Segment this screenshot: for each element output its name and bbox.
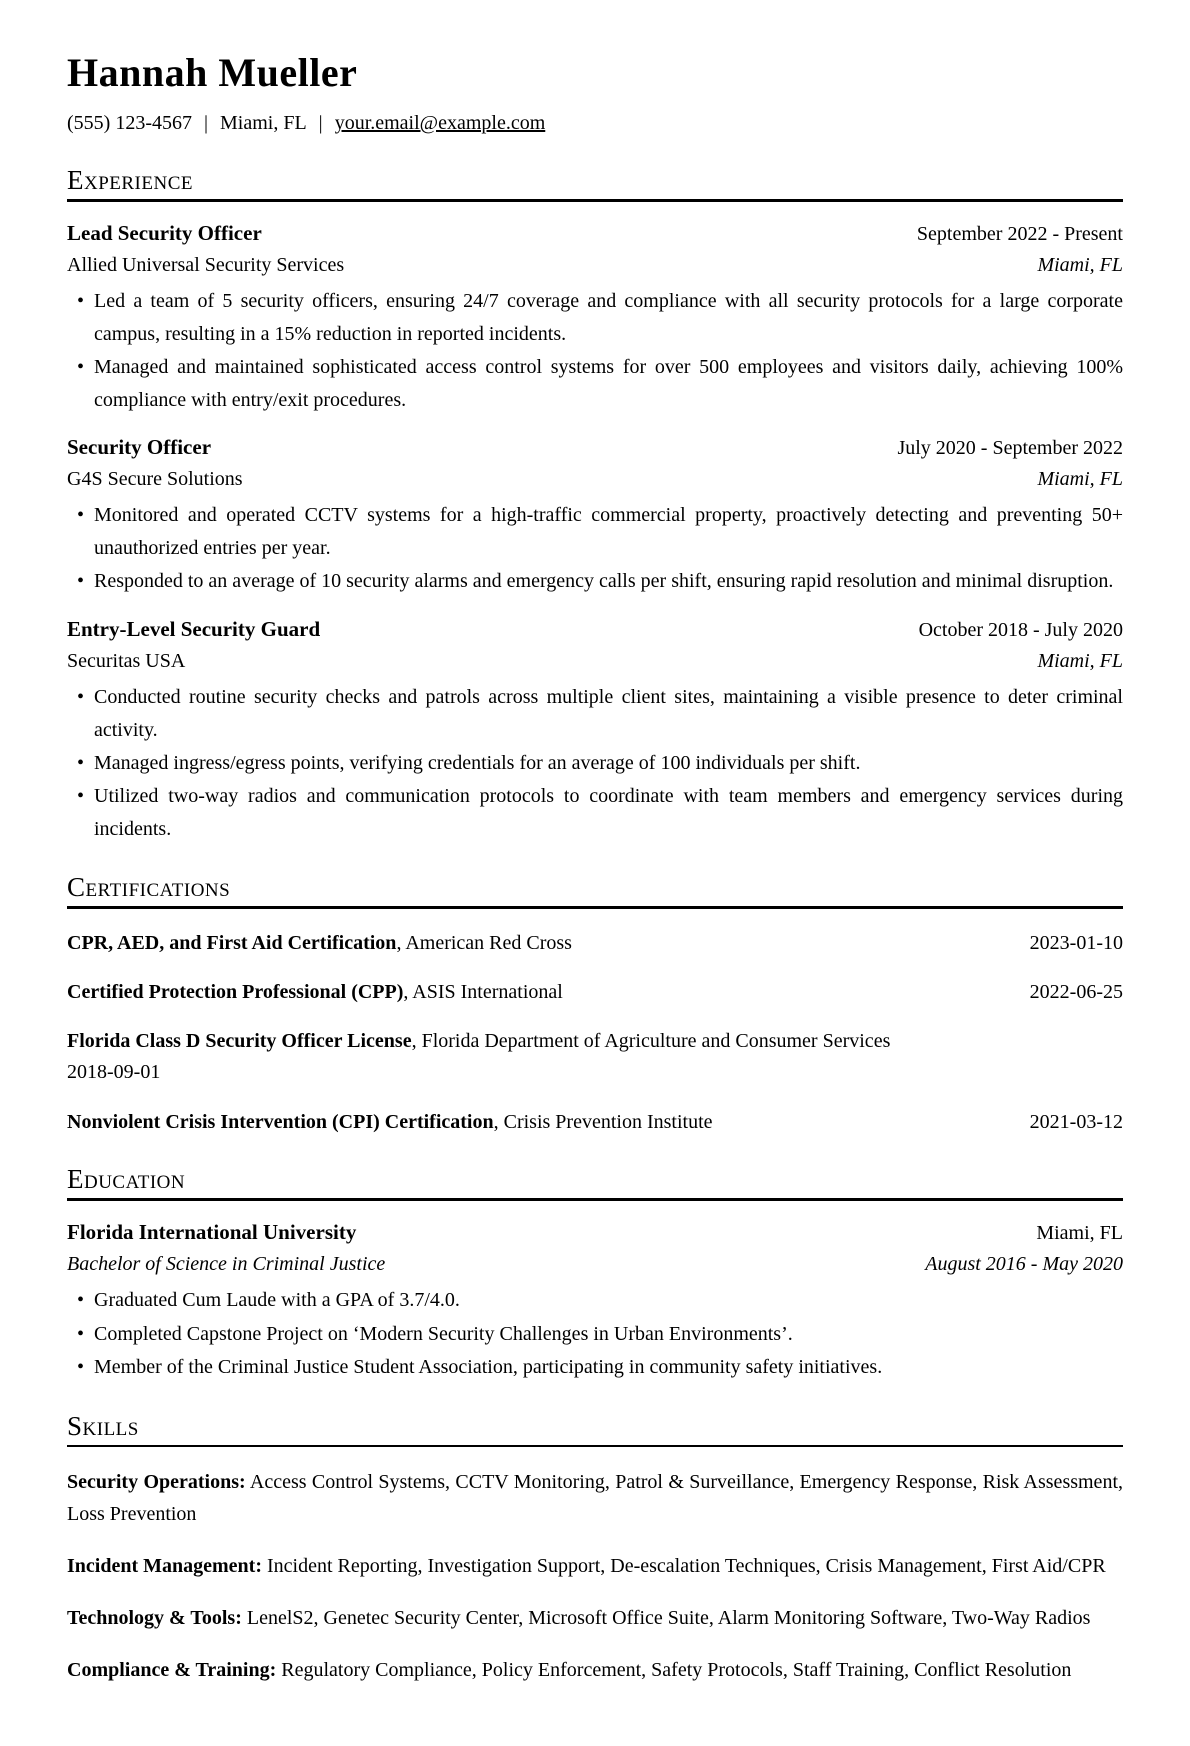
bullet-item: • Graduated Cum Laude with a GPA of 3.7/4.0. [94,1284,1123,1316]
skill-label: Incident Management: [67,1555,262,1578]
education-dates: August 2016 - May 2020 [925,1253,1123,1276]
job-title: Lead Security Officer [67,220,262,245]
section-rule [67,906,1123,909]
section-rule [67,1445,1123,1448]
job-location: Miami, FL [1037,254,1123,277]
skill-group [67,1550,1123,1582]
certification-entry [67,928,1123,958]
bullet-item: • Utilized two-way radios and communication protocols to coordinate with team members and emergency services during incidents. [94,780,1123,845]
contact-separator: | [203,112,208,134]
job-location: Miami, FL [1037,468,1123,491]
degree-name: Bachelor of Science in Criminal Justice [67,1253,386,1276]
resume-header [67,50,1123,138]
certification-issuer: , Florida Department of Agriculture and Consumer Services [411,1029,891,1052]
job-company: Allied Universal Security Services [67,254,345,277]
section-heading-skills: Skills [67,1410,139,1441]
certification-name: Certified Protection Professional (CPP) [67,980,404,1003]
skill-text: Incident Reporting, Investigation Support, De-escalation Techniques, Crisis Management, First Aid/CPR [266,1555,1106,1578]
section-skills [67,1410,1123,1687]
section-heading-education: Education [67,1163,186,1194]
certification-entry [67,977,1123,1007]
skill-text: Regulatory Compliance, Policy Enforcement, Safety Protocols, Staff Training, Conflict Resolution [281,1659,1072,1682]
bullet-item: • Conducted routine security checks and patrols across multiple client sites, maintaining a visible presence to deter criminal activity. [94,681,1123,746]
skill-label: Security Operations: [67,1471,246,1494]
job-bullets [67,681,1123,845]
school-location: Miami, FL [1036,1221,1123,1244]
section-rule [67,1198,1123,1201]
job-company: G4S Secure Solutions [67,468,243,491]
job-title: Security Officer [67,434,212,459]
certification-date: 2018-09-01 [67,1060,161,1083]
bullet-item: • Led a team of 5 security officers, ensuring 24/7 coverage and compliance with all security protocols for a large corporate campus, resulting in a 15% reduction in reported incidents. [94,285,1123,350]
skill-group [67,1654,1123,1686]
bullet-item: • Completed Capstone Project on ‘Modern Security Challenges in Urban Environments’. [94,1318,1123,1350]
bullet-item: • Managed and maintained sophisticated access control systems for over 500 employees and visitors daily, achieving 100% compliance with entry/exit procedures. [94,351,1123,416]
certification-issuer: , ASIS International [403,980,563,1003]
certification-entry [67,1107,1123,1137]
job-dates: July 2020 - September 2022 [897,436,1123,459]
bullet-item: • Responded to an average of 10 security alarms and emergency calls per shift, ensuring rapid resolution and minimal disruption. [94,565,1123,597]
section-education [67,1163,1123,1384]
certification-name: CPR, AED, and First Aid Certification [67,931,397,954]
section-rule [67,199,1123,202]
contact-separator: | [318,112,323,134]
candidate-name: Hannah Mueller [67,50,358,95]
skill-group [67,1602,1123,1634]
job-bullets [67,285,1123,416]
phone-number: (555) 123-4567 [67,112,192,134]
job-bullets [67,499,1123,597]
skill-label: Compliance & Training: [67,1659,277,1682]
school-name: Florida International University [67,1219,357,1244]
skill-group [67,1466,1123,1530]
education-bullets [67,1284,1123,1383]
contact-line [67,108,1123,138]
bullet-item: • Member of the Criminal Justice Student Association, participating in community safety initiatives. [94,1351,1123,1383]
certification-name: Florida Class D Security Officer License [67,1029,412,1052]
job-company: Securitas USA [67,650,186,673]
email-link[interactable]: your.email@example.com [334,112,546,134]
bullet-item: • Managed ingress/egress points, verifying credentials for an average of 100 individuals per shift. [94,747,1123,779]
section-certifications [67,871,1123,1137]
education-entry [67,1217,1123,1384]
bullet-item: • Monitored and operated CCTV systems for a high-traffic commercial property, proactively detecting and preventing 50+ unauthorized entries per year. [94,499,1123,564]
certification-date: 2022-06-25 [1029,980,1123,1003]
certification-issuer: , American Red Cross [396,931,572,954]
skill-text: LenelS2, Genetec Security Center, Microsoft Office Suite, Alarm Monitoring Software, Two-Way Radios [246,1607,1091,1630]
certification-date: 2023-01-10 [1029,931,1123,954]
certification-entry [67,1026,1123,1088]
job-dates: October 2018 - July 2020 [918,618,1123,641]
job-entry [67,614,1123,845]
job-title: Entry-Level Security Guard [67,616,321,641]
section-heading-certifications: Certifications [67,872,231,903]
location-text: Miami, FL [220,112,307,134]
section-experience [67,164,1123,845]
job-entry [67,218,1123,416]
job-location: Miami, FL [1037,650,1123,673]
skill-label: Technology & Tools: [67,1607,242,1630]
job-dates: September 2022 - Present [916,222,1123,245]
certification-date: 2021-03-12 [1029,1110,1123,1133]
skill-text: Access Control Systems, CCTV Monitoring, Patrol & Surveillance, Emergency Response, Risk Assessment, Loss Prevention [67,1471,1123,1526]
certification-name: Nonviolent Crisis Intervention (CPI) Certification [67,1110,494,1133]
section-heading-experience: Experience [67,165,193,195]
certification-issuer: , Crisis Prevention Institute [493,1110,713,1133]
job-entry [67,432,1123,598]
